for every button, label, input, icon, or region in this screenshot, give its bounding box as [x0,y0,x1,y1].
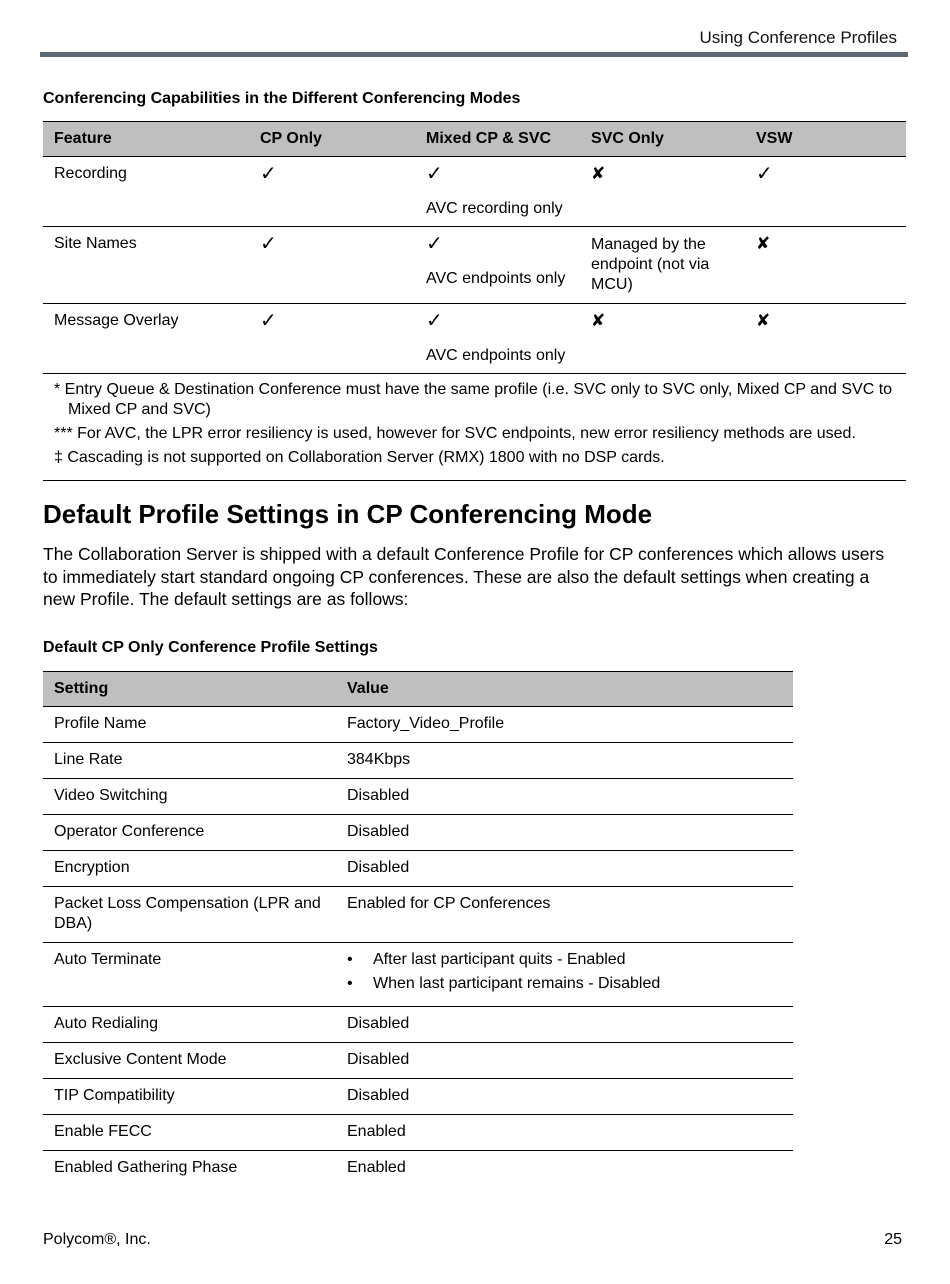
mixed-note: AVC endpoints only [426,270,566,287]
table-row [43,707,793,743]
feature-cell: Site Names [43,227,249,304]
check-icon: ✓ [426,163,443,185]
setting-value: Factory_Video_Profile [336,707,793,743]
setting-value: Enabled [336,1115,793,1151]
setting-value: Enabled [347,1159,406,1176]
table-row [43,1043,793,1079]
table-header-row [43,122,906,157]
cross-icon: ✘ [591,164,606,183]
setting-name: Auto Terminate [43,943,336,1007]
column-header-cp-only: CP Only [249,122,415,157]
check-icon: ✓ [260,233,277,255]
capabilities-table-caption: Conferencing Capabilities in the Different Conferencing Modes [43,90,521,107]
column-header-mixed: Mixed CP & SVC [415,122,580,157]
table-row [43,779,793,815]
list-item: • After last participant quits - Enabled [347,950,787,970]
column-header-vsw: VSW [745,122,906,157]
setting-name: Line Rate [43,743,336,779]
settings-table [43,671,793,1186]
table-row [43,157,906,227]
footnote: * Entry Queue & Destination Conference must have the same profile (i.e. SVC only to SVC only, Mixed CP and SVC to Mixed CP and SVC) [54,381,893,418]
setting-name: Profile Name [43,707,336,743]
table-row [43,815,793,851]
check-icon: ✓ [426,310,443,332]
footnotes-row [43,374,906,481]
setting-value: Enabled for CP Conferences [336,887,793,943]
auto-terminate-list [347,950,787,994]
setting-value: Disabled [336,1079,793,1115]
svc-only-note: Managed by the endpoint (not via MCU) [591,236,710,293]
table-row [43,743,793,779]
capabilities-table [43,121,906,481]
setting-name: Enabled Gathering Phase [54,1159,238,1176]
cross-icon: ✘ [756,311,771,330]
setting-name: Exclusive Content Mode [43,1043,336,1079]
column-header-svc-only: SVC Only [580,122,745,157]
column-header-setting: Setting [43,672,336,707]
footnote: ‡ Cascading is not supported on Collaboration Server (RMX) 1800 with no DSP cards. [54,449,665,466]
table-row [43,227,906,304]
mixed-note: AVC endpoints only [426,347,566,364]
feature-cell: Message Overlay [43,304,249,374]
mixed-note: AVC recording only [426,200,563,217]
section-intro: The Collaboration Server is shipped with a default Conference Profile for CP conferences which allows users to immediately start standard ongoing CP conferences. These are also the default settings when creating a new Profile. The default settings are as follows: [43,544,885,609]
setting-name: Video Switching [43,779,336,815]
setting-name: Enable FECC [43,1115,336,1151]
footnote: *** For AVC, the LPR error resiliency is used, however for SVC endpoints, new error resiliency methods are used. [54,425,856,442]
setting-value: Disabled [336,779,793,815]
section-title: Default Profile Settings in CP Conferencing Mode [43,499,653,529]
setting-value: 384Kbps [336,743,793,779]
table-row [43,1115,793,1151]
table-row [43,304,906,374]
table-row [43,943,793,1007]
setting-name: Encryption [43,851,336,887]
feature-cell: Recording [43,157,249,227]
setting-name: Operator Conference [43,815,336,851]
setting-name: Packet Loss Compensation (LPR and DBA) [43,887,336,943]
check-icon: ✓ [756,163,773,185]
footer-company: Polycom®, Inc. [43,1231,151,1248]
table-row [43,851,793,887]
check-icon: ✓ [426,233,443,255]
setting-value: Disabled [336,851,793,887]
table-row [43,887,793,943]
setting-name: TIP Compatibility [43,1079,336,1115]
check-icon: ✓ [260,163,277,185]
table-row [43,1079,793,1115]
page-number: 25 [884,1231,902,1248]
page-header-title: Using Conference Profiles [699,28,897,47]
setting-value: Disabled [336,1007,793,1043]
cross-icon: ✘ [591,311,606,330]
table-row [43,1007,793,1043]
column-header-value: Value [336,672,793,707]
table-header-row [43,672,793,707]
cross-icon: ✘ [756,234,771,253]
settings-table-caption: Default CP Only Conference Profile Settings [43,639,378,656]
header-divider [40,52,908,57]
setting-value: Disabled [336,815,793,851]
check-icon: ✓ [260,310,277,332]
column-header-feature: Feature [43,122,249,157]
table-row [43,1151,793,1187]
setting-name: Auto Redialing [43,1007,336,1043]
list-item: • When last participant remains - Disabled [347,974,787,994]
setting-value: Disabled [336,1043,793,1079]
